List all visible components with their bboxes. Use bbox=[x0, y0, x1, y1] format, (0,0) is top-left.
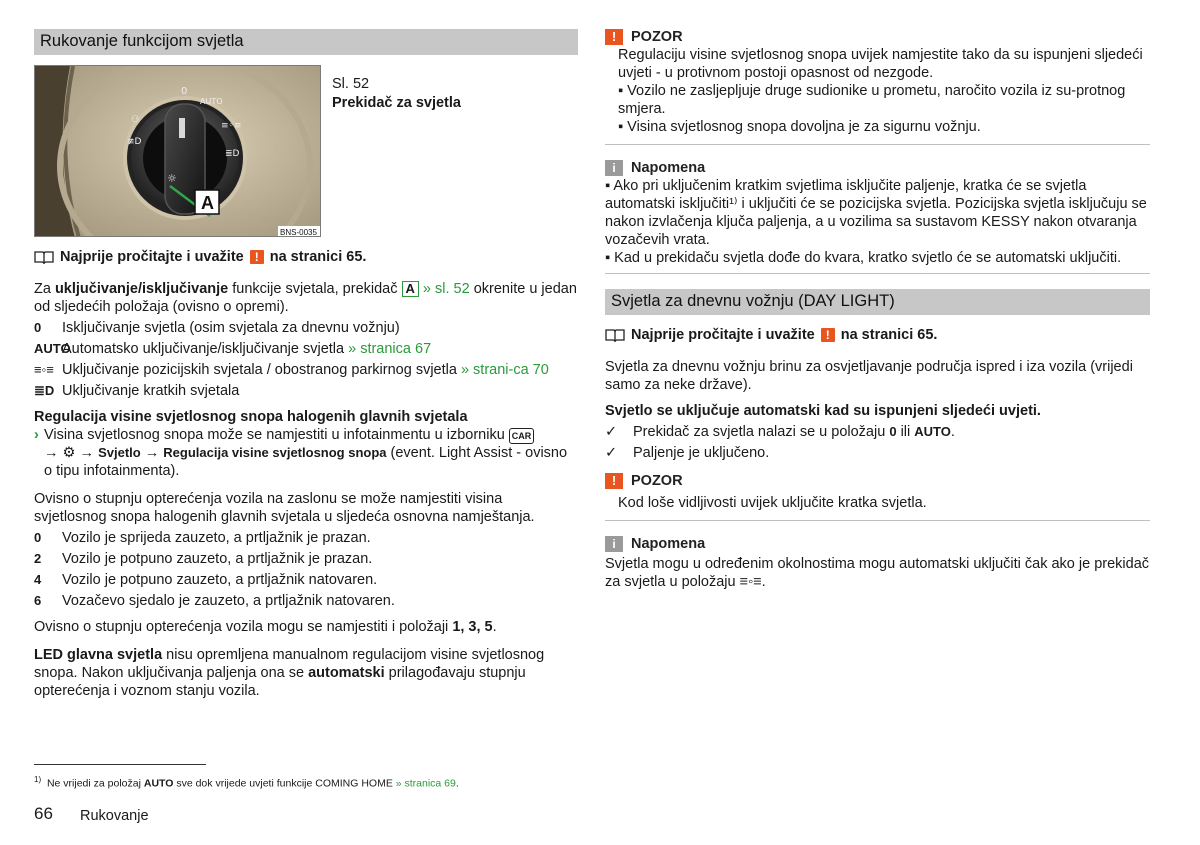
reg-text-3: → bbox=[140, 445, 164, 461]
warning-head bbox=[605, 28, 1150, 46]
warning-body: Kod loše vidljivosti uvijek uključite kratka svjetla. bbox=[605, 490, 1150, 521]
position-symbol: 0 bbox=[34, 320, 42, 335]
position-symbol: AUTO bbox=[34, 341, 71, 356]
load-text: Vozilo je sprijeda zauzeto, a prtljažnik je prazan. bbox=[62, 530, 371, 546]
check-icon: ✓ bbox=[605, 445, 618, 461]
section-heading-day-light: Svjetla za dnevnu vožnju (DAY LIGHT) bbox=[605, 289, 1150, 315]
warning-head bbox=[605, 472, 1150, 490]
svg-text:≡◦≡: ≡◦≡ bbox=[221, 121, 242, 131]
info-icon: i bbox=[605, 536, 623, 552]
loads-list bbox=[34, 529, 578, 610]
led-paragraph bbox=[34, 646, 578, 700]
load-symbol: 6 bbox=[34, 593, 42, 608]
note-head bbox=[605, 535, 1150, 553]
menu-regulacija: Regulacija visine svjetlosnog snopa bbox=[163, 445, 387, 460]
note-box-2 bbox=[605, 535, 1150, 591]
ref-text-post: na stranici 65. bbox=[840, 327, 938, 343]
book-icon bbox=[34, 250, 54, 264]
footnote-link[interactable]: » stranica 69 bbox=[392, 777, 456, 790]
caption-title: Prekidač za svjetla bbox=[332, 95, 461, 111]
figure-link[interactable]: » sl. 52 bbox=[418, 281, 470, 297]
page-section: Rukovanje bbox=[80, 808, 149, 824]
footnote-mark: 1) bbox=[34, 775, 42, 784]
warning-label: POZOR bbox=[631, 29, 683, 45]
condition-text: Paljenje je uključeno. bbox=[633, 445, 770, 461]
positions-list bbox=[34, 319, 578, 400]
read-first-reference bbox=[605, 326, 1150, 344]
daylight-paragraph: Svjetla za dnevnu vožnju brinu za osvjetljavanje područja ispred i iza vozila (vrijedi samo za neke države). bbox=[605, 359, 1133, 393]
note-label: Napomena bbox=[631, 160, 706, 176]
load-symbol: 0 bbox=[34, 530, 42, 545]
page-link[interactable]: » stranica 67 bbox=[344, 341, 432, 357]
ref-text-post: na stranici 65. bbox=[269, 249, 367, 265]
figure-caption bbox=[332, 75, 461, 113]
list-item bbox=[34, 361, 578, 379]
position-symbol: ≣D bbox=[34, 383, 55, 398]
read-first-reference bbox=[34, 248, 578, 266]
page-link[interactable]: » strani-ca 70 bbox=[456, 362, 549, 378]
warning-body bbox=[605, 46, 1150, 145]
led-bold: LED glavna svjetla bbox=[34, 647, 163, 663]
load-note-text: Ovisno o stupnju opterećenja vozila mogu se namjestiti i položaji bbox=[34, 619, 453, 635]
arrow-icon: › bbox=[34, 427, 39, 443]
reg-text-4: (event. Light Assist - ovisno o tipu infotainmenta). bbox=[44, 445, 568, 479]
load-text: Vozačevo sjedalo je zauzeto, a prtljažnik natovaren. bbox=[62, 593, 395, 609]
ref-text-pre: Najprije pročitajte i uvažite bbox=[60, 249, 244, 265]
menu-svjetlo: Svjetlo bbox=[98, 445, 141, 460]
key-a-box: A bbox=[402, 281, 419, 297]
list-item bbox=[34, 319, 578, 337]
svg-text:☼: ☼ bbox=[167, 172, 177, 185]
warning-box-1 bbox=[605, 28, 1150, 145]
warning-icon: ! bbox=[605, 473, 623, 489]
condition-pos-auto: AUTO bbox=[914, 424, 951, 439]
load-note bbox=[34, 618, 578, 636]
dial-label-auto: AUTO bbox=[200, 97, 223, 106]
car-key-icon: CAR bbox=[509, 428, 535, 444]
load-note-end: . bbox=[492, 619, 497, 635]
warning-icon: ! bbox=[821, 328, 835, 342]
note-label: Napomena bbox=[631, 536, 706, 552]
load-note-positions: 1, 3, 5 bbox=[452, 619, 493, 635]
regulation-heading: Regulacija visine svjetlosnog snopa halogenih glavnih svjetala bbox=[34, 409, 468, 425]
page-number: 66 bbox=[34, 804, 53, 823]
list-item bbox=[34, 571, 578, 589]
warning-line: ▪ Vozilo ne zasljepljuje druge sudionike u prometu, naročito vozila iz su-protnog smjera. bbox=[618, 83, 1126, 117]
footnote-divider bbox=[34, 764, 206, 765]
list-item bbox=[34, 550, 578, 568]
led-bold-2: automatski bbox=[308, 665, 385, 681]
warning-icon: ! bbox=[250, 250, 264, 264]
list-item bbox=[34, 529, 578, 547]
section-heading-light-control: Rukovanje funkcijom svjetla bbox=[34, 29, 578, 55]
check-icon: ✓ bbox=[605, 424, 618, 440]
light-switch-image bbox=[34, 65, 321, 237]
book-icon bbox=[605, 328, 625, 342]
ref-text-pre: Najprije pročitajte i uvažite bbox=[631, 327, 815, 343]
reg-text-1: Visina svjetlosnog snopa može se namjestiti u infotainmentu u izborniku bbox=[44, 427, 509, 443]
image-code: BNS-0035 bbox=[280, 228, 317, 237]
warning-line: ▪ Visina svjetlosnog snopa dovoljna je za sigurnu vožnju. bbox=[618, 119, 981, 135]
intro-text-2: funkcije svjetala, prekidač bbox=[228, 281, 402, 297]
position-text: Isključivanje svjetla (osim svjetala za dnevnu vožnju) bbox=[62, 320, 400, 336]
position-text: Uključivanje kratkih svjetala bbox=[62, 383, 240, 399]
svg-text:⚇: ⚇ bbox=[131, 115, 140, 125]
caption-number: Sl. 52 bbox=[332, 76, 370, 92]
info-icon: i bbox=[605, 160, 623, 176]
intro-text-3: okrenite u jedan od sljedećih položaja (ovisno o opremi). bbox=[34, 281, 577, 315]
list-item bbox=[34, 382, 578, 400]
conditions-heading: Svjetlo se uključuje automatski kad su ispunjeni sljedeći uvjeti. bbox=[605, 403, 1041, 419]
load-text: Vozilo je potpuno zauzeto, a prtljažnik natovaren. bbox=[62, 572, 378, 588]
load-symbol: 4 bbox=[34, 572, 42, 587]
load-intro: Ovisno o stupnju opterećenja vozila na zaslonu se može namjestiti visina svjetlosnog snopa halogenih glavnih svjetala u sljedeća osnovna namještanja. bbox=[34, 491, 535, 525]
warning-line: Regulaciju visine svjetlosnog snopa uvijek namjestite tako da su ispunjeni sljedeći uvjeti - u protivnom postoji opasnost od nezgode. bbox=[618, 47, 1143, 81]
condition-pos-0: 0 bbox=[889, 424, 897, 439]
load-text: Vozilo je potpuno zauzeto, a prtljažnik je prazan. bbox=[62, 551, 373, 567]
position-text: Uključivanje pozicijskih svjetala / obostranog parkirnog svjetla bbox=[62, 362, 457, 378]
svg-text:≣D: ≣D bbox=[225, 149, 240, 159]
figure-label-a: A bbox=[201, 193, 214, 213]
footnote-bold: AUTO bbox=[143, 777, 174, 790]
list-item bbox=[34, 592, 578, 610]
intro-bold: uključivanje/isključivanje bbox=[54, 281, 229, 297]
list-item bbox=[34, 340, 578, 358]
position-symbol: ≡◦≡ bbox=[34, 362, 54, 377]
light-switch-illustration bbox=[35, 66, 321, 237]
condition-end: . bbox=[950, 424, 955, 440]
intro-text-1: Za bbox=[34, 281, 55, 297]
load-symbol: 2 bbox=[34, 551, 42, 566]
note-line: ▪ Ako pri uključenim kratkim svjetlima isključite paljenje, kratka će se svjetla automatski isključiti¹⁾ i uključiti će se pozicijska svjetla. Pozicijska svjetla isključuju se nakon izvlačenja ključa paljenja, a u vozilima sa sustavom KESSY nakon otvaranja vozačevih vrata. bbox=[605, 178, 1147, 248]
led-text-1: nisu opremljena manualnom regulacijom visine svjetlosnog snopa. Nakon uključivanja paljenja ona se bbox=[34, 647, 545, 681]
dial-label-off: 0 bbox=[181, 86, 188, 97]
svg-text:≢D: ≢D bbox=[127, 137, 142, 147]
footnote-end: . bbox=[455, 777, 459, 790]
list-item bbox=[605, 423, 1150, 441]
footnote bbox=[34, 773, 459, 791]
regulation-step bbox=[34, 426, 578, 480]
warning-icon: ! bbox=[605, 29, 623, 45]
footnote-text-1: Ne vrijedi za položaj bbox=[46, 777, 144, 790]
reg-text-2: → ⚙ → bbox=[44, 445, 99, 461]
condition-text: Prekidač za svjetla nalazi se u položaju bbox=[633, 424, 890, 440]
footnote-text-2: sve dok vrijede uvjeti funkcije COMING HOME bbox=[173, 777, 393, 790]
note-head bbox=[605, 159, 1150, 177]
note-body: Svjetla mogu u određenim okolnostima mogu automatski uključiti čak ako je prekidač za svjetla u položaju ≡◦≡. bbox=[605, 556, 1150, 590]
note-box-1 bbox=[605, 159, 1150, 274]
led-text-2: prilagođavaju stupnju opterećenja i voznom stanju vozila. bbox=[34, 665, 526, 699]
intro-paragraph bbox=[34, 280, 578, 316]
warning-label: POZOR bbox=[631, 473, 683, 489]
right-column bbox=[605, 28, 1150, 591]
note-body bbox=[605, 177, 1150, 274]
condition-text-or: ili bbox=[896, 424, 915, 440]
note-line: ▪ Kad u prekidaču svjetla dođe do kvara, kratko svjetlo će se automatski uključiti. bbox=[605, 250, 1122, 266]
left-column bbox=[34, 29, 578, 700]
list-item bbox=[605, 444, 1150, 462]
position-text: Automatsko uključivanje/isključivanje svjetla bbox=[62, 341, 345, 357]
warning-box-2 bbox=[605, 472, 1150, 521]
figure-52 bbox=[34, 65, 578, 237]
